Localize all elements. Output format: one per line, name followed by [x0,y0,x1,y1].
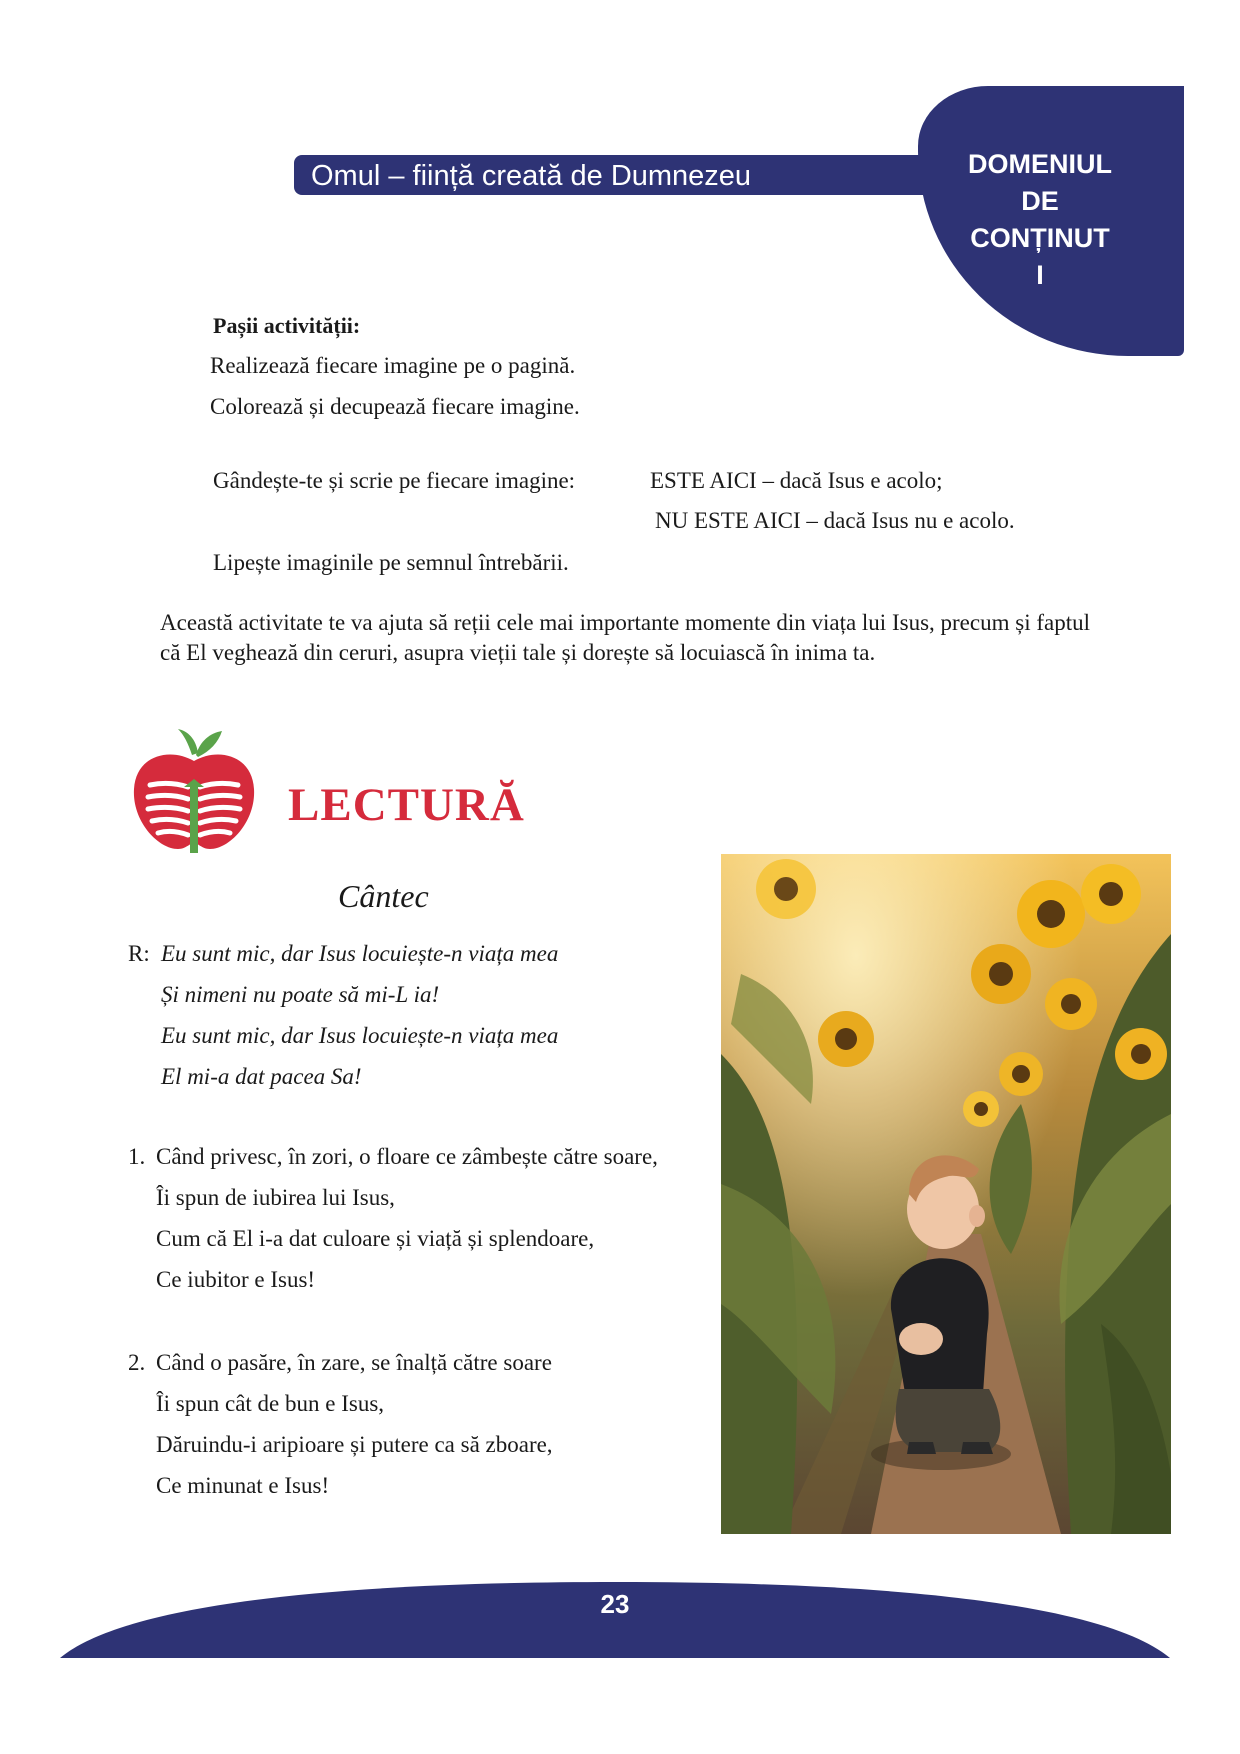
activity-paragraph: Această activitate te va ajuta să reții cele mai importante momente din viața lui Isus, precum și faptul că El veghează din ceruri, asupra vieții tale și dorește să locuiască în inima ta. [160,610,1090,665]
domain-line: CONȚINUT [970,223,1110,253]
steps-heading: Pașii activității: [213,313,361,338]
step-2: Colorează și decupează fiecare imagine. [210,394,580,419]
page-title: Omul – ființă creată de Dumnezeu [311,160,752,192]
section-title: LECTURĂ [288,779,525,831]
step-4: Lipește imaginile pe semnul întrebării. [213,550,569,575]
step-3-option-a: ESTE AICI – dacă Isus e acolo; [650,468,943,493]
verse-line: Cum că El i-a dat culoare și viață și splendoare, [156,1226,595,1251]
verse-number: 1. [128,1144,146,1169]
verse-number: 2. [128,1350,146,1375]
domain-line: I [1036,260,1044,290]
verse-line: Ce iubitor e Isus! [156,1267,316,1292]
verse-line: Îi spun cât de bun e Isus, [156,1391,385,1416]
refrain-line: El mi-a dat pacea Sa! [161,1064,362,1089]
refrain-label: R: [128,941,150,966]
verse-line: Dăruindu-i aripioare și putere ca să zboare, [156,1432,553,1457]
apple-book-icon [130,725,258,857]
step-3: Gândește-te și scrie pe fiecare imagine: [213,468,576,493]
song-title: Cântec [338,878,429,914]
verse-line: Când privesc, în zori, o floare ce zâmbește către soare, [156,1144,658,1169]
domain-line: DOMENIUL [968,149,1112,179]
step-3-option-b: NU ESTE AICI – dacă Isus nu e acolo. [655,508,1015,533]
domain-line: DE [1021,186,1059,216]
sunflower-child-photo [721,854,1171,1534]
domain-label [940,146,1140,294]
verse-line: Îi spun de iubirea lui Isus, [156,1185,395,1210]
verse-line: Când o pasăre, în zare, se înalță către soare [156,1350,552,1375]
page-number: 23 [600,1589,630,1619]
refrain-line: Și nimeni nu poate să mi-L ia! [161,982,440,1007]
refrain-line: Eu sunt mic, dar Isus locuiește-n viața mea [161,941,559,966]
step-1: Realizează fiecare imagine pe o pagină. [210,353,576,378]
verse-line: Ce minunat e Isus! [156,1473,330,1498]
refrain-line: Eu sunt mic, dar Isus locuiește-n viața mea [161,1023,559,1048]
